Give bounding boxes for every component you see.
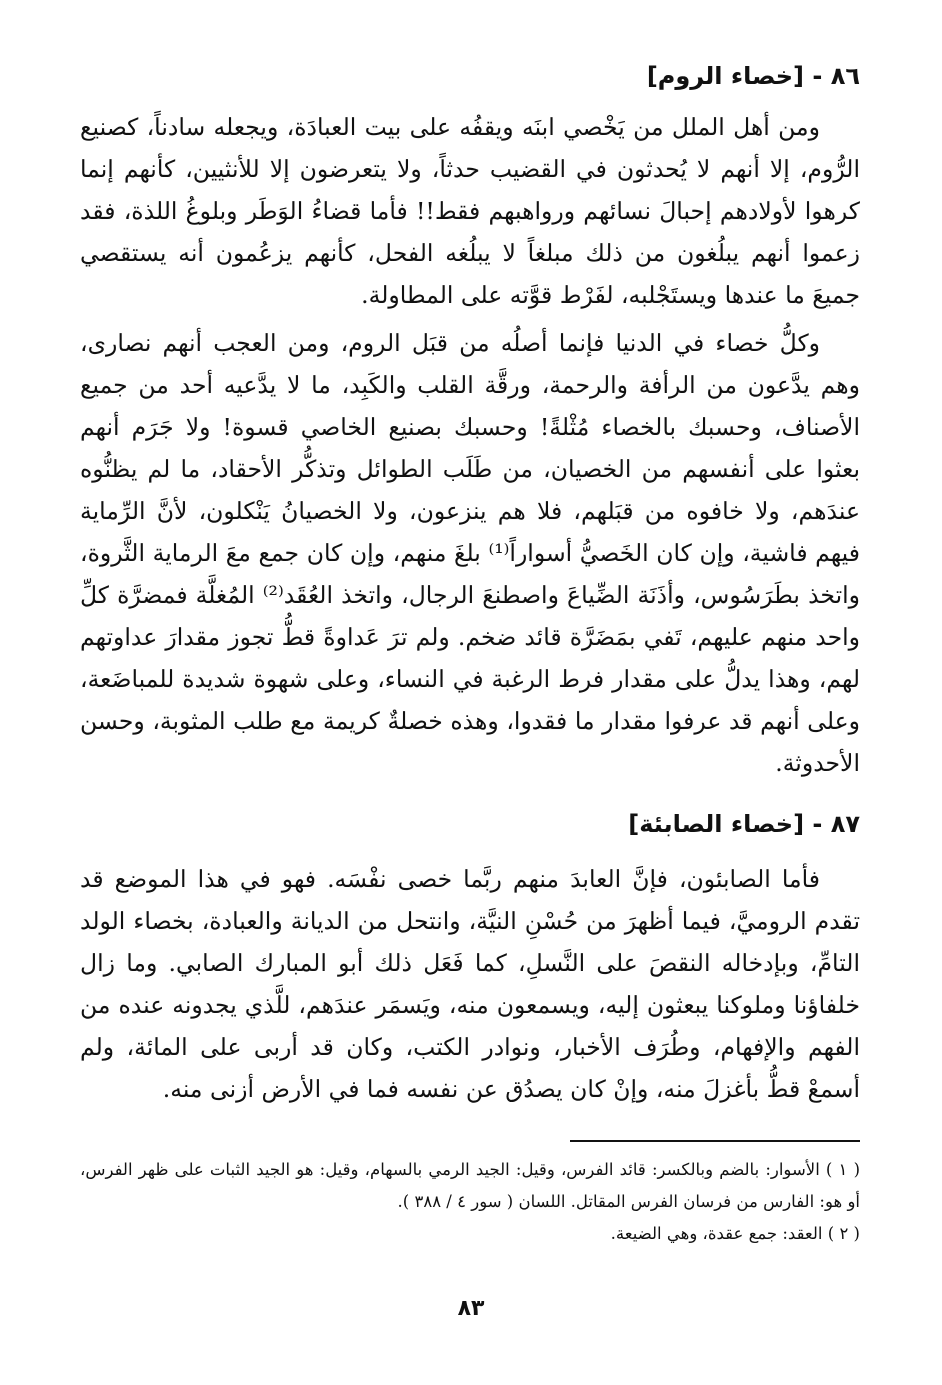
- footnote-2: ( ٢ ) العقد: جمع عقدة، وهي الضيعة.: [610, 1224, 860, 1243]
- paragraph: فأما الصابئون، فإنَّ العابدَ منهم ربَّما خصى نفْسَه. فهو في هذا الموضع قد تقدم الروميَّ، فيما أظهرَ من حُسْنِ النيَّة، وانتحل من الديانة والعبادة، بخصاء الولد التامِّ، وبإدخاله النقصَ على النَّسلِ، كما فَعَل ذلك أبو المبارك الصابي. وما زال خلفاؤنا وملوكنا يبعثون إليه، ويسمعون منه، ويَسمَر عندَهم، للَّذي يجدونه عنده من الفهم والإفهام، وطُرَف الأخبار، ونوادر الكتب، وكان قد أربى على المائة، ولم أسمعْ قطُّ بأغزلَ منه، وإنْ كان يصدُق عن نفسه فما في الأرض أزنى منه.: [80, 865, 860, 1103]
- section-heading-87: ٨٧ - [خصاء الصابئة]: [628, 810, 860, 838]
- page-number: ٨٣: [457, 1296, 485, 1321]
- section-heading-86: ٨٦ - [خصاء الروم]: [646, 62, 860, 90]
- footnote-divider: [570, 1140, 860, 1142]
- document-page: [80, 40, 860, 1360]
- paragraph: ومن أهل الملل من يَخْصي ابنَه ويقفُه على بيت العبادَة، ويجعله سادناً، كصنيع الرُّوم، إلا أنهم لا يُحدثون في القضيب حدثاً، ولا يتعرضون إلا للأنثيين، كأنهم إنما كرهوا لأولادهم إحبالَ نسائهم ورواهبهم فقط!! فأما قضاءُ الوَطَر وبلوغُ اللذة، فقد زعموا أنهم يبلُغون من ذلك مبلغاً لا يبلُغه الفحل، كأنهم يزعُمون أنه يستقصي جميعَ ما عندها ويستَجْلبه، لفَرْط قوَّته على المطاولة.: [80, 113, 860, 309]
- paragraph: وكلُّ خصاء في الدنيا فإنما أصلُه من قبَل الروم، ومن العجب أنهم نصارى، وهم يدَّعون من الرأفة والرحمة، ورقَّة القلب والكَبِد، ما لا يدَّعيه أحد من جميع الأصناف، وحسبك بالخصاء مُثْلةً! وحسبك بصنيع الخاصي قسوة! ولا جَرَم أنهم بعثوا على أنفسهم من الخصيان، من طَلَب الطوائل وتذكُّر الأحقاد، ما لم يظنُّوه عندَهم، ولا خافوه من قبَلهم، فلا هم ينزعون، ولا الخصيانُ يَنْكلون، لأنَّ الرِّماية فيهم فاشية، وإن كان الخَصيُّ أسواراً⁽¹⁾ بلغَ منهم، وإن كان جمع معَ الرماية الثَّروة، واتخذ بطَرَسُوس، وأذَنَة الضِّياعَ واصطنعَ الرجال، واتخذ العُقَد⁽²⁾ المُغلَّة فمضرَّة كلِّ واحد منهم عليهم، تَفي بمَضَرَّة قائد ضخم. ولم ترَ عَداوةً قطُّ تجوز مقدارَ عداوتهم لهم، وهذا يدلُّ على مقدار فرط الرغبة في النساء، وعلى شهوة شديدة للمباضَعة، وعلى أنهم قد عرفوا مقدار ما فقدوا، وهذه خصلةٌ كريمة مع طلب المثوبة، وحسن الأحدوثة.: [80, 329, 860, 777]
- footnote-1: ( ١ ) الأسوار: بالضم وبالكسر: قائد الفرس، وقيل: الجيد الرمي بالسهام، وقيل: هو الجيد الثبات على ظهر الفرس، أو هو: الفارس من فرسان الفرس المقاتل. اللسان ( سور ٤ / ٣٨٨ ).: [80, 1160, 861, 1211]
